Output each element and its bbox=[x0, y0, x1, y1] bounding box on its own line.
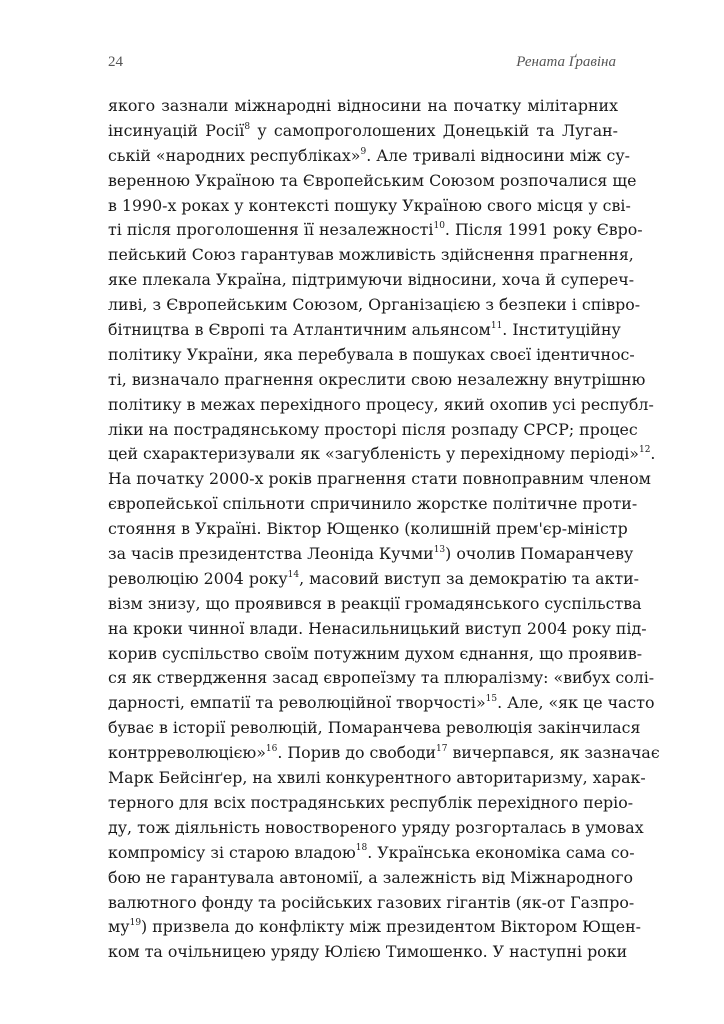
page-header bbox=[108, 54, 616, 74]
footnote-ref[interactable]: 15 bbox=[485, 694, 498, 705]
text-line: європейської спільноти спричинило жорстке політичне проти- bbox=[108, 494, 638, 514]
running-title: Рената Ґравіна bbox=[516, 54, 616, 70]
text-line: політику в межах перехідного процесу, який охопив усі республ- bbox=[108, 394, 654, 414]
text-line: яке плекала Україна, підтримуючи відносини, хоча й супереч- bbox=[108, 270, 635, 290]
text-line: ся як ствердження засад європеїзму та плюралізму: «вибух солі- bbox=[108, 668, 655, 688]
text-line: революцію 2004 року$^{14}$, масовий виступ за демократію та акти- bbox=[108, 568, 640, 588]
text-line: терного для всіх пострадянських республік перехідного періо- bbox=[108, 792, 634, 812]
text-line: ті, визначало прагнення окреслити свою незалежну внутрішню bbox=[108, 369, 646, 389]
text-line: буває в історії революцій, Помаранчева революція закінчилася bbox=[108, 718, 641, 738]
text-line: контрреволюцією»$^{16}$. Порив до свободи$^{17}$ вичерпався, як зазначає bbox=[108, 743, 660, 763]
page-number: 24 bbox=[108, 54, 123, 70]
body-text bbox=[108, 94, 660, 965]
text-line: ліки на пострадянському просторі після розпаду СРСР; процес bbox=[108, 419, 638, 439]
text-line: цей схарактеризували як «загубленість у перехідному періоді»$^{12}$. bbox=[108, 444, 656, 464]
text-line: ду, тож діяльність новоствореного уряду розгорталась в умовах bbox=[108, 817, 644, 837]
footnote-ref[interactable]: 12 bbox=[638, 445, 651, 456]
text-line: На початку 2000-х років прагнення стати повноправним членом bbox=[108, 469, 651, 489]
footnote-ref[interactable]: 9 bbox=[360, 146, 367, 157]
footnote-ref[interactable]: 17 bbox=[436, 743, 448, 754]
footnote-ref[interactable]: 14 bbox=[287, 569, 300, 580]
text-line: в 1990-х роках у контексті пошуку Україною свого місця у сві- bbox=[108, 195, 631, 215]
text-line: стояння в Україні. Віктор Ющенко (колишній прем'єр-міністр bbox=[108, 519, 628, 539]
text-line: $му^{19}$) призвела до конфлікту між президентом Віктором Ющен- bbox=[108, 917, 641, 937]
text-line: візм знизу, що проявився в реакції громадянського суспільства bbox=[108, 593, 642, 613]
text-line: інсинуацій Росії$^8$ у самопроголошених Донецькій та Луган- bbox=[108, 120, 618, 140]
text-line: ті після проголошення її незалежності$^{10}$. Після 1991 року Євро- bbox=[108, 220, 643, 240]
text-line: ській «народних республіках»$^9$. Але тривалі відносини між су- bbox=[108, 145, 630, 165]
footnote-ref[interactable]: 10 bbox=[433, 221, 445, 232]
footnote-ref[interactable]: 11 bbox=[490, 320, 503, 331]
footnote-ref[interactable]: 13 bbox=[433, 544, 446, 555]
text-line: за часів президентства Леоніда Кучми$^{13}$) очолив Помаранчеву bbox=[108, 544, 634, 564]
text-line: компромісу зі старою владою$^{18}$. Українська економіка сама со- bbox=[108, 842, 635, 862]
text-line: політику України, яка перебувала в пошуках своєї ідентичнос- bbox=[108, 344, 635, 364]
text-line: Марк Бейсінґер, на хвилі конкурентного авторитаризму, харак- bbox=[108, 768, 646, 788]
text-line: веренною Україною та Європейським Союзом розпочалися ще bbox=[108, 170, 637, 190]
footnote-ref[interactable]: 16 bbox=[265, 743, 278, 754]
text-line: на кроки чинної влади. Ненасильницький виступ 2004 року під- bbox=[108, 618, 647, 638]
text-line: бою не гарантувала автономії, а залежність від Міжнародного bbox=[108, 867, 634, 887]
text-line: пейський Союз гарантував можливість здійснення прагнення, bbox=[108, 245, 634, 265]
text-line: корив суспільство своїм потужним духом єднання, що проявив- bbox=[108, 643, 643, 663]
footnote-ref[interactable]: 19 bbox=[129, 918, 142, 929]
text-line: ливі, з Європейським Союзом, Організацією з безпеки і співро- bbox=[108, 295, 641, 315]
text-line: валютного фонду та російських газових гігантів (як-от Газпро- bbox=[108, 892, 635, 912]
text-line: ком та очільницею уряду Юлією Тимошенко. У наступні роки bbox=[108, 942, 628, 962]
footnote-ref[interactable]: 8 bbox=[244, 121, 251, 132]
footnote-ref[interactable]: 18 bbox=[355, 843, 368, 854]
text-line: якого зазнали міжнародні відносини на початку мілітарних bbox=[108, 96, 618, 115]
text-line: дарності, емпатії та революційної творчості»$^{15}$. Але, «як це часто bbox=[108, 693, 655, 713]
text-line: бітництва в Європі та Атлантичним альянсом$^{11}$. Інституційну bbox=[108, 320, 621, 340]
